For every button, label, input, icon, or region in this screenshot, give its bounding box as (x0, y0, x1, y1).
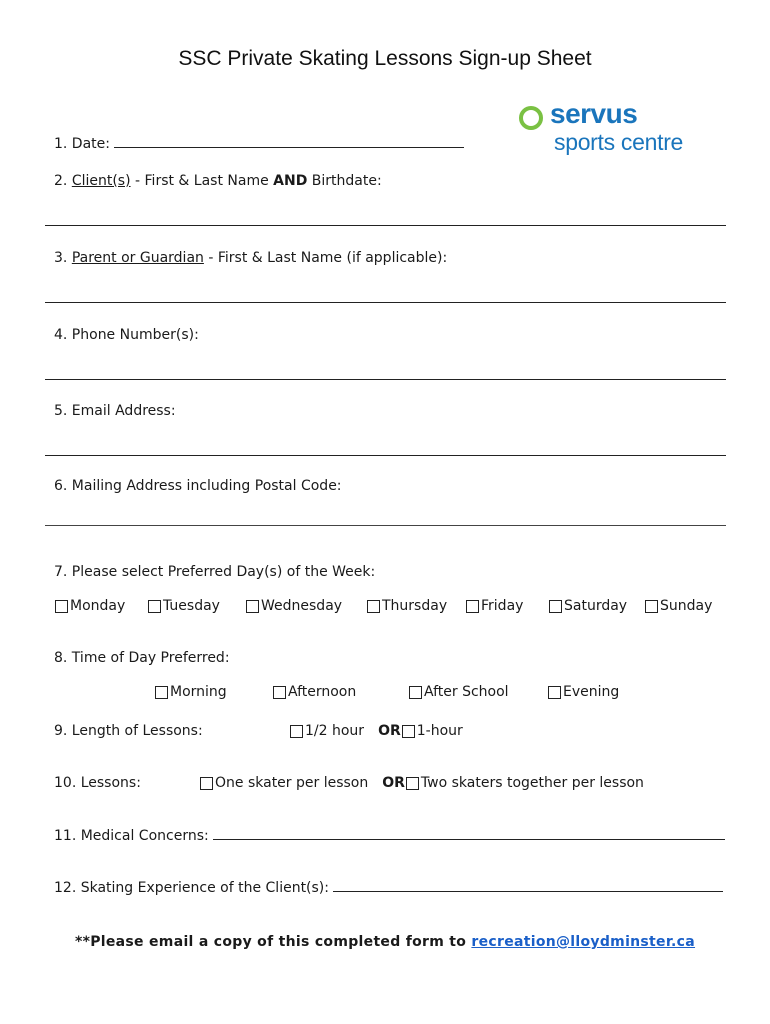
checkbox[interactable] (273, 686, 286, 699)
one-hour-label: 1-hour (416, 723, 463, 739)
client-field[interactable] (45, 225, 726, 226)
mailing-address-label: 6. Mailing Address including Postal Code: (54, 478, 342, 494)
medical-question (54, 827, 725, 844)
medical-field[interactable] (213, 827, 725, 840)
checkbox[interactable] (549, 600, 562, 613)
day-label: Friday (481, 598, 524, 614)
half-hour-label: 1/2 hour (305, 723, 365, 739)
mailing-address-field[interactable] (45, 525, 726, 526)
lesson-length-options (290, 723, 463, 739)
day-option-tuesday[interactable] (148, 598, 220, 614)
client-mid: - First & Last Name (130, 173, 274, 189)
two-skaters-label: Two skaters together per lesson (420, 775, 644, 791)
checkbox-one-skater[interactable] (200, 777, 213, 790)
checkbox[interactable] (55, 600, 68, 613)
time-label: Morning (170, 684, 227, 700)
client-num: 2. (54, 173, 72, 189)
logo-text-sports-centre: sports centre (554, 129, 684, 155)
one-skater-label: One skater per lesson (215, 775, 369, 791)
or-label: OR (378, 723, 401, 739)
day-label: Saturday (564, 598, 628, 614)
checkbox[interactable] (645, 600, 658, 613)
time-option-evening[interactable] (548, 684, 619, 700)
guardian-end: - First & Last Name (if applicable): (203, 250, 448, 266)
days-label: 7. Please select Preferred Day(s) of the Week: (54, 564, 376, 580)
checkbox[interactable] (466, 600, 479, 613)
day-option-wednesday[interactable] (246, 598, 342, 614)
medical-label: 11. Medical Concerns: (54, 828, 214, 844)
email-link[interactable]: recreation@lloydminster.ca (471, 934, 696, 950)
guardian-underlined: Parent or Guardian (71, 250, 204, 266)
client-underlined: Client(s) (71, 173, 131, 189)
time-label: Evening (563, 684, 620, 700)
or-label: OR (382, 775, 405, 791)
lessons-options (200, 775, 644, 791)
footer-text: **Please email a copy of this completed form to (74, 934, 472, 950)
day-option-thursday[interactable] (367, 598, 447, 614)
day-label: Wednesday (261, 598, 343, 614)
checkbox-two-skaters[interactable] (406, 777, 419, 790)
experience-label: 12. Skating Experience of the Client(s): (54, 880, 334, 896)
client-end: Birthdate: (307, 173, 382, 189)
checkbox[interactable] (155, 686, 168, 699)
phone-field[interactable] (45, 379, 726, 380)
logo-text-servus: servus (550, 98, 638, 129)
day-option-saturday[interactable] (549, 598, 627, 614)
day-option-monday[interactable] (55, 598, 125, 614)
checkbox[interactable] (548, 686, 561, 699)
time-of-day-label: 8. Time of Day Preferred: (54, 650, 230, 666)
checkbox-one-hour[interactable] (402, 725, 415, 738)
phone-label: 4. Phone Number(s): (54, 327, 199, 343)
email-label: 5. Email Address: (54, 403, 176, 419)
date-label: 1. Date: (54, 136, 115, 152)
time-option-morning[interactable] (155, 684, 227, 700)
checkbox-half-hour[interactable] (290, 725, 303, 738)
day-label: Monday (70, 598, 126, 614)
date-question (54, 135, 464, 152)
day-option-sunday[interactable] (645, 598, 712, 614)
client-question (54, 173, 382, 189)
guardian-field[interactable] (45, 302, 726, 303)
day-label: Sunday (660, 598, 713, 614)
lessons-label: 10. Lessons: (54, 775, 141, 791)
email-field[interactable] (45, 455, 726, 456)
time-label: After School (424, 684, 509, 700)
logo-ring-icon (519, 106, 543, 130)
checkbox[interactable] (409, 686, 422, 699)
guardian-question (54, 250, 447, 266)
day-label: Tuesday (163, 598, 220, 614)
footer-note (0, 934, 770, 950)
checkbox[interactable] (367, 600, 380, 613)
day-option-friday[interactable] (466, 598, 523, 614)
time-option-after-school[interactable] (409, 684, 509, 700)
date-field[interactable] (114, 135, 464, 148)
checkbox[interactable] (246, 600, 259, 613)
checkbox[interactable] (148, 600, 161, 613)
day-label: Thursday (382, 598, 448, 614)
client-bold: AND (273, 173, 308, 189)
page-title: SSC Private Skating Lessons Sign-up Sheet (178, 47, 592, 70)
experience-field[interactable] (333, 879, 723, 892)
time-label: Afternoon (288, 684, 357, 700)
experience-question (54, 879, 723, 896)
guardian-num: 3. (54, 250, 72, 266)
lesson-length-label: 9. Length of Lessons: (54, 723, 203, 739)
time-option-afternoon[interactable] (273, 684, 356, 700)
